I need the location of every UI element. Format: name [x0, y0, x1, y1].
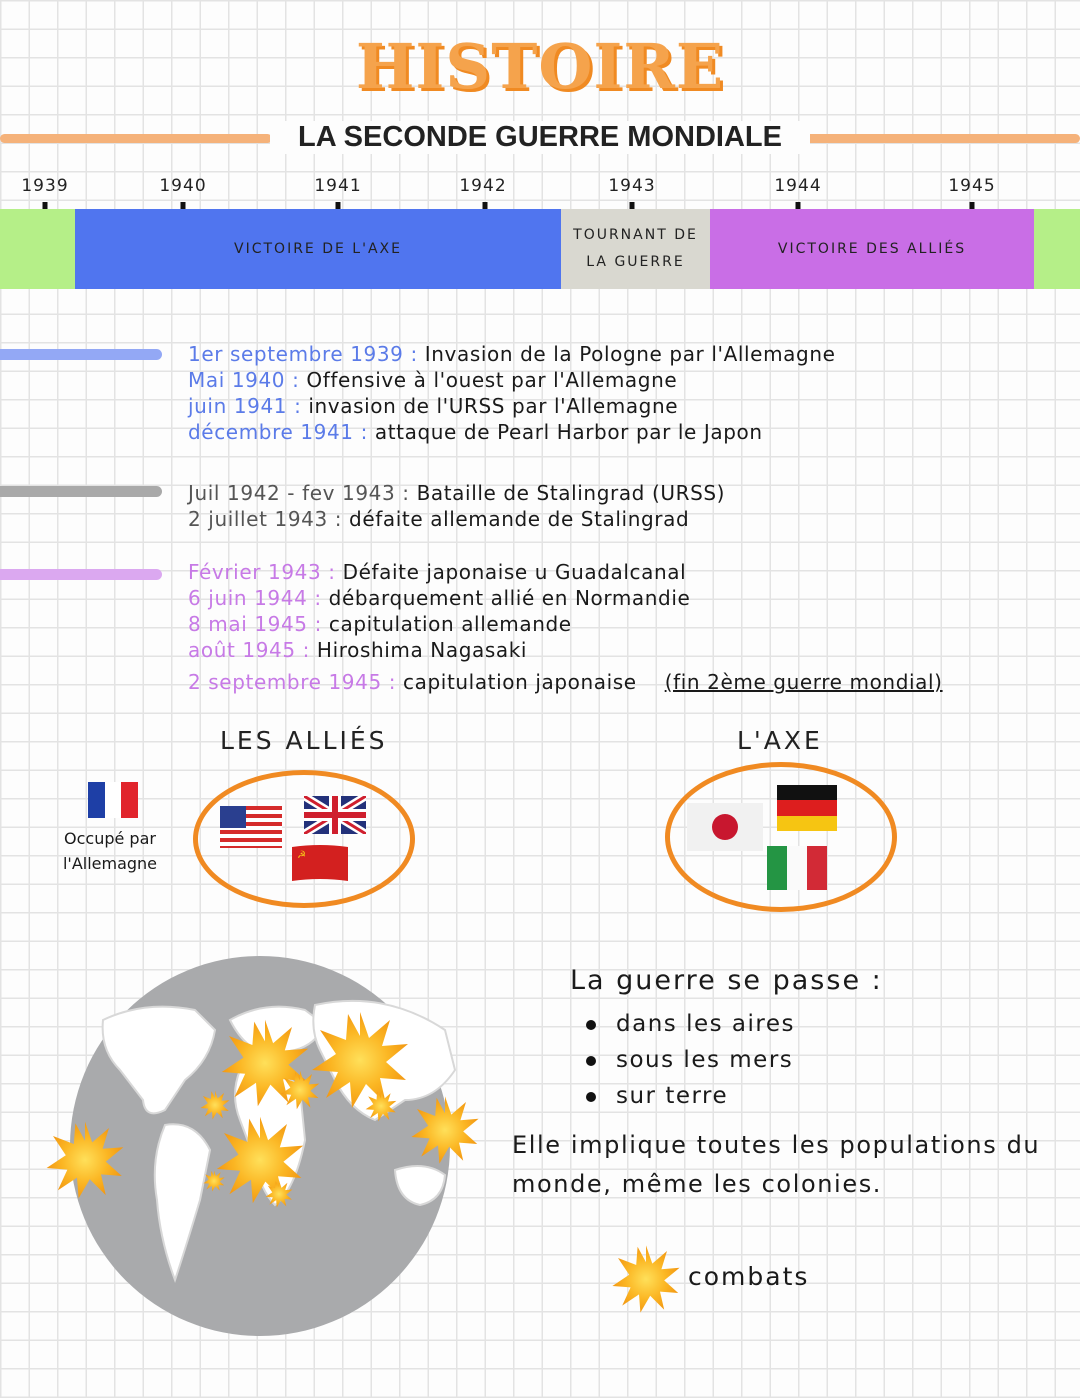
end-note: (fin 2ème guerre mondial) — [664, 670, 943, 694]
list-item-text: dans les aires — [616, 1011, 795, 1037]
event-date: 8 mai 1945 : — [188, 612, 322, 636]
france-note-line1: Occupé par — [64, 829, 156, 848]
subtitle-line-right — [800, 134, 1080, 143]
list-item — [586, 1006, 795, 1042]
event-row — [188, 367, 836, 393]
event-date: Juil 1942 - fev 1943 : — [188, 481, 410, 505]
year-1942: 1942 — [459, 176, 507, 196]
phase-turning-point — [561, 209, 710, 289]
event-row — [188, 669, 943, 695]
event-date: 1er septembre 1939 : — [188, 342, 418, 366]
france-note-line2: l'Allemagne — [62, 854, 158, 873]
event-row — [188, 480, 725, 506]
event-text: capitulation allemande — [321, 612, 572, 636]
timeline-edge-left — [0, 209, 75, 289]
group-bar-blue — [0, 349, 162, 360]
event-row — [188, 611, 943, 637]
event-text: Offensive à l'ouest par l'Allemagne — [299, 368, 678, 392]
event-row — [188, 419, 836, 445]
populations-text — [512, 1126, 1040, 1204]
year-1939: 1939 — [21, 176, 69, 196]
event-text: débarquement allié en Normandie — [321, 586, 691, 610]
event-text: Hiroshima Nagasaki — [309, 638, 528, 662]
event-text: Invasion de la Pologne par l'Allemagne — [417, 342, 836, 366]
year-1940: 1940 — [159, 176, 207, 196]
event-text: Défaite japonaise u Guadalcanal — [335, 560, 687, 584]
event-row — [188, 559, 943, 585]
event-row — [188, 341, 836, 367]
allies-heading: LES ALLIÉS — [220, 726, 388, 755]
italy-flag-icon — [767, 846, 827, 890]
year-1943: 1943 — [608, 176, 656, 196]
bullet-icon — [586, 1056, 596, 1066]
year-1941: 1941 — [314, 176, 362, 196]
world-globe-map — [25, 950, 495, 1350]
event-date: Mai 1940 : — [188, 368, 300, 392]
year-1944: 1944 — [774, 176, 822, 196]
event-text: invasion de l'URSS par l'Allemagne — [301, 394, 679, 418]
axis-heading: L'AXE — [737, 726, 823, 755]
populations-line1: Elle implique toutes les populations du — [512, 1131, 1041, 1159]
event-text: défaite allemande de Stalingrad — [342, 507, 690, 531]
event-text: capitulation japonaise — [396, 670, 637, 694]
event-text: attaque de Pearl Harbor par le Japon — [367, 420, 763, 444]
event-text: Bataille de Stalingrad (URSS) — [409, 481, 726, 505]
populations-line2: monde, même les colonies. — [512, 1170, 883, 1198]
event-date: août 1945 : — [188, 638, 310, 662]
event-date: Février 1943 : — [188, 560, 336, 584]
events-group-3 — [188, 559, 943, 695]
page-subtitle: LA SECONDE GUERRE MONDIALE — [270, 121, 810, 154]
france-flag-icon — [88, 782, 138, 818]
germany-flag-icon — [777, 785, 837, 831]
group-bar-gray — [0, 486, 162, 497]
event-row — [188, 393, 836, 419]
bullet-icon — [586, 1020, 596, 1030]
event-date: 2 juillet 1943 : — [188, 507, 343, 531]
phase-allies-victory-label: VICTOIRE DES ALLIÉS — [777, 240, 967, 257]
phase-axis-victory — [75, 209, 561, 289]
year-1945: 1945 — [948, 176, 996, 196]
phase-axis-victory-label: VICTOIRE DE L'AXE — [234, 240, 402, 257]
phase-allies-victory — [710, 209, 1034, 289]
svg-text:☭: ☭ — [297, 850, 306, 861]
list-item-text: sur terre — [616, 1083, 729, 1109]
phase-turning-line2: LA GUERRE — [586, 254, 685, 270]
events-group-2 — [188, 480, 725, 532]
event-date: 6 juin 1944 : — [188, 586, 322, 610]
war-places-heading: La guerre se passe : — [570, 965, 883, 996]
page-title: HISTOIRE — [355, 30, 725, 103]
event-row — [188, 585, 943, 611]
list-item — [586, 1042, 795, 1078]
event-date: juin 1941 : — [188, 394, 302, 418]
phase-turning-line1: TOURNANT DE — [573, 227, 698, 243]
france-note — [50, 826, 170, 876]
event-row — [188, 506, 725, 532]
legend-label: combats — [688, 1262, 810, 1291]
uk-flag-icon — [304, 796, 366, 834]
war-places-list — [586, 1006, 795, 1114]
event-row — [188, 637, 943, 663]
usa-flag-icon — [220, 806, 282, 848]
list-item-text: sous les mers — [616, 1047, 794, 1073]
group-bar-purple — [0, 569, 162, 580]
event-date: 2 septembre 1945 : — [188, 670, 397, 694]
timeline-edge-right — [1034, 209, 1080, 289]
ussr-flag-icon — [290, 843, 350, 883]
event-date: décembre 1941 : — [188, 420, 368, 444]
subtitle-line-left — [0, 134, 272, 143]
japan-flag-icon — [687, 803, 763, 851]
bullet-icon — [586, 1092, 596, 1102]
list-item — [586, 1078, 795, 1114]
events-group-1 — [188, 341, 836, 445]
combat-burst-icon — [606, 1244, 686, 1314]
